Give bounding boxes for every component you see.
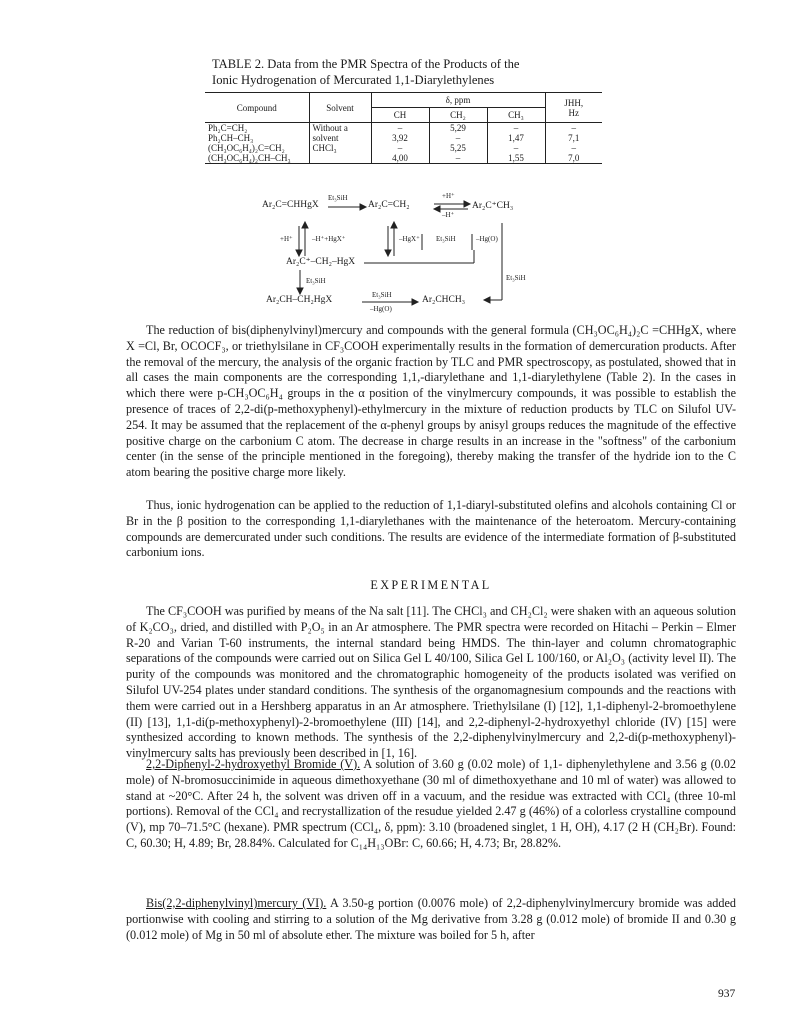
table-row: [205, 143, 602, 153]
table-caption-line-2: Ionic Hydrogenation of Mercurated 1,1-Diarylethylenes: [212, 73, 495, 87]
scheme-label-et3sih-mid: Et₃SiH: [436, 235, 456, 243]
reaction-scheme: [262, 188, 562, 318]
scheme-olefin: Ar₂C=CH₂: [368, 200, 410, 210]
cell-j: –: [571, 143, 576, 153]
cell-solvent: [309, 153, 371, 164]
scheme-mercurated-carbonium: Ar₂C⁺–CH₂–HgX: [286, 257, 356, 267]
section-heading: EXPERIMENTAL: [370, 578, 492, 592]
paragraph-methods: [126, 604, 736, 762]
page-number: 937: [718, 988, 736, 1000]
table-row: [205, 153, 602, 164]
cell-ch2: –: [429, 133, 487, 143]
header-j-label: JHH,: [564, 97, 584, 108]
header-compound: Compound: [205, 93, 309, 123]
table-caption: [212, 56, 632, 88]
scheme-label-et3sih-down: Et₃SiH: [306, 277, 326, 285]
paragraph-reduction: [126, 323, 736, 481]
cell-ch: 3,92: [371, 133, 429, 143]
cell-ch3: 1,55: [487, 153, 545, 164]
header-ch2: CH₂: [429, 108, 487, 123]
header-ch3: CH₃: [487, 108, 545, 123]
pmr-data-table: [205, 92, 602, 164]
scheme-label-h-hgx: –H⁺+HgX⁺: [312, 235, 346, 243]
scheme-label-et3sih-right: Et₃SiH: [506, 274, 526, 282]
header-ch: CH: [371, 108, 429, 123]
cell-ch2: 5,29: [429, 123, 487, 134]
cell-ch: –: [371, 143, 429, 153]
cell-ch2: –: [429, 153, 487, 164]
cell-j: 7,1: [568, 133, 580, 143]
paragraph-summary: [126, 498, 736, 561]
cell-ch3: 1,47: [487, 133, 545, 143]
cell-ch: –: [371, 123, 429, 134]
scheme-product: Ar₂CHCH₃: [422, 295, 466, 305]
header-j-unit: Hz: [568, 107, 579, 118]
scheme-label-minus-hg0-bottom: –Hg(O): [370, 305, 392, 313]
scheme-label-minus-hgx: –HgX⁺: [399, 235, 420, 243]
compound-vi-title: Bis(2,2-diphenylvinyl)mercury (VI).: [146, 896, 327, 910]
paragraph-text: The CF₃COOH was purified by means of the Na salt [11]. The CHCl₃ and CH₂Cl₂ were shaken with an aqueous solution of K₂CO₃, dried, and distilled with P₂O₅ in an Ar atmosphere. The PMR spectra were recorded on Hitachi – Perkin – Elmer R-20 and Varian T-60 instruments, the internal standard being HMDS. The thin-layer and column chromatographic separations of the compounds were carried out on Silica Gel L 40/100, Silica Gel L 100/160, or Al₂O₃ (activity level II). The purity of the compounds was monitored and the chromatographic homogeneity of the products isolated was verified on Silufol UV-254 plates under standard conditions. The synthesis of the organomagnesium compounds and the reactions with them were carried out in a Hershberg apparatus in an Ar atmosphere. Triethylsilane (I) [12], 1,1-diphenyl-2-bromoethylene (II) [13], 1,1-di(p-methoxyphenyl)-2-bromoethylene (III) [14], and 2,2-diphenyl-2-hydroxyethyl chloride (IV) [15] were synthesized according to known methods. The synthesis of the 2,2-diphenylvinylmercury and 2,2-di(p-methoxyphenyl)-vinylmercury salts has previously been described in [1, 16].: [126, 604, 736, 761]
cell-solvent: CHCl₃: [309, 143, 371, 153]
cell-j: –: [571, 123, 576, 133]
cell-solvent: solvent: [309, 133, 371, 143]
cell-compound: Ph₂CH–CH₃: [205, 133, 309, 143]
header-ppm: δ, ppm: [371, 93, 545, 108]
table-caption-line-1: TABLE 2. Data from the PMR Spectra of the Products of the: [212, 57, 520, 71]
paragraph-text: The reduction of bis(diphenylvinyl)mercury and compounds with the general formula (CH₃OC₆H₄)₂C =CHHgX, where X =Cl, Br, OCOCF₃, or triethylsilane in CF₃COOH experimentally results in the formation of demercuration products. After the removal of the mercury, the analysis of the organic fraction by TLC and PMR spectroscopy, as postulated, showed that in all cases the main components are the corresponding 1,1,-diarylethane and 1,1-diarylethylene (Table 2). In the cases in which there were p-CH₃OC₆H₄ groups in the α position of the vinylmercury compounds, it was possible to establish the presence of traces of 2,2-di(p-methoxyphenyl)-ethylmercury in the mixture of reduction products by TLC on Silufol UV-254. It may be assumed that the replacement of the α-phenyl groups by anisyl groups reduces the magnitude of the effective positive charge on the carbonium C atom. The decrease in charge results in an increase in the "softness" of the carbonium center (in the sense of the principle mentioned in the foregoing), thereby making the transfer of the hydride ion to the C atom bearing the positive charge more likely.: [126, 323, 736, 480]
cell-ch3: –: [487, 143, 545, 153]
cell-solvent: Without a: [309, 123, 371, 134]
compound-v-title: 2,2-Diphenyl-2-hydroxyethyl Bromide (V).: [146, 757, 361, 771]
cell-ch2: 5,25: [429, 143, 487, 153]
header-j: [545, 93, 602, 123]
scheme-label-minus-hg0: –Hg(O): [476, 235, 498, 243]
cell-compound: (CH₃OC₆H₄)₂C=CH₂: [205, 143, 309, 153]
compound-v-text: A solution of 3.60 g (0.02 mole) of 1,1- diphenylethylene and 3.56 g (0.02 mole) of N-bromosuccinimide in aqueous dimethoxyethane (30 ml of dimethoxyethane and 10 ml of water) was allowed to stand at ~20°C. After 24 h, the solvent was driven off in a vacuum, and the residue was extracted with CCl₄ (three 10-ml portions). Removal of the CCl₄ and recrystallization of the resudue yielded 2.47 g (46%) of a colorless crystalline compound (V), mp 70–71.5°C (hexane). PMR spectrum (CCl₄, δ, ppm): 3.10 (broadened singlet, 1 H, OH), 4.17 (2 H (CH₂Br). Found: C, 60.30; H, 4.89; Br, 28.84%. Calculated for C₁₄H₁₃OBr: C, 60.66; H, 4.73; Br, 28.82%.: [126, 757, 736, 850]
cell-compound: Ph₂C=CH₂: [205, 123, 309, 134]
scheme-carbonium: Ar₂C⁺CH₃: [472, 201, 514, 211]
cell-ch: 4,00: [371, 153, 429, 164]
scheme-reactant: Ar₂C=CHHgX: [262, 200, 319, 210]
scheme-label-hplus: +H⁺: [442, 192, 455, 200]
scheme-label-hminus: –H⁺: [442, 211, 455, 219]
scheme-label-et3sih: Et₃SiH: [328, 194, 348, 202]
paragraph-text: Thus, ionic hydrogenation can be applied to the reduction of 1,1-diaryl-substituted olefins and alcohols containing Cl or Br in the β position to the corresponding 1,1-diarylethanes with the maintenance of the heteroatom. Mercury-containing compounds are demercurated under such conditions. The results are evidence of the intermediate formation of β-substituted carbonium ions.: [126, 498, 736, 560]
table-row: [205, 133, 602, 143]
cell-j: 7,0: [545, 153, 602, 164]
header-solvent: Solvent: [309, 93, 371, 123]
cell-ch3: –: [487, 123, 545, 134]
cell-compound: (CH₃OC₆H₄)₂CH–CH₃: [205, 153, 309, 164]
paragraph-compound-vi: [126, 896, 736, 943]
scheme-reduced-mercurial: Ar₂CH–CH₂HgX: [266, 295, 333, 305]
table-row: [205, 123, 602, 134]
scheme-label-et3sih-bottom: Et₃SiH: [372, 291, 392, 299]
paragraph-compound-v: [126, 757, 736, 852]
scheme-label-hplus-left: +H⁺: [280, 235, 293, 243]
compound-vi-text: A 3.50-g portion (0.0076 mole) of 2,2-diphenylvinylmercury bromide was added portionwise with cooling and stirring to a solution of the Mg derivative from 3.28 g (0.012 mole) of bromide II and 0.30 g (0.012 mole) of Mg in 50 ml of absolute ether. The mixture was boiled for 5 h, after: [126, 896, 736, 942]
